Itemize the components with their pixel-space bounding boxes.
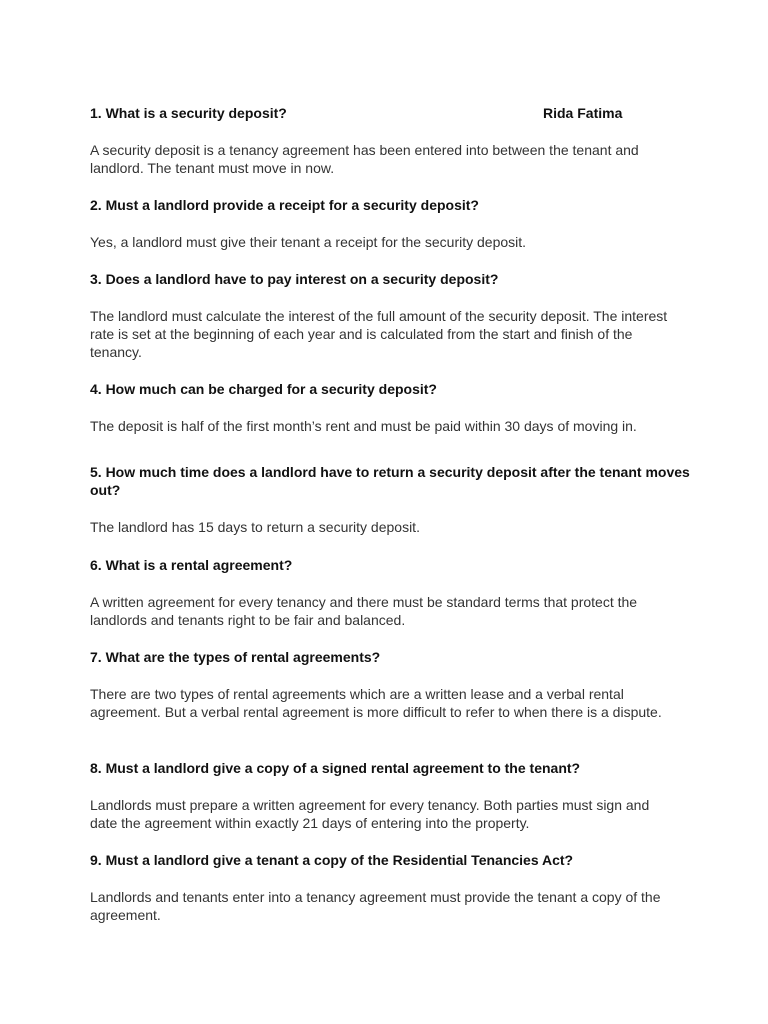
answer-8: Landlords must prepare a written agreement for every tenancy. Both parties must sign and date the agreement within exactly 21 days of entering into the property. [90,797,650,831]
question-8: 8. Must a landlord give a copy of a signed rental agreement to the tenant? [90,760,581,776]
question-6: 6. What is a rental agreement? [90,557,293,573]
question-4: 4. How much can be charged for a security deposit? [90,381,437,397]
answer-4: The deposit is half of the first month’s rent and must be paid within 30 days of moving in. [90,418,637,434]
question-3: 3. Does a landlord have to pay interest on a security deposit? [90,271,499,287]
answer-9: Landlords and tenants enter into a tenancy agreement must provide the tenant a copy of the agreement. [90,889,661,923]
answer-3: The landlord must calculate the interest of the full amount of the security deposit. The interest rate is set at the beginning of each year and is calculated from the start and finish of the tenancy. [90,308,668,360]
answer-1: A security deposit is a tenancy agreement has been entered into between the tenant and landlord. The tenant must move in now. [90,142,639,176]
answer-6: A written agreement for every tenancy and there must be standard terms that protect the landlords and tenants right to be fair and balanced. [90,594,638,628]
answer-5: The landlord has 15 days to return a security deposit. [90,519,420,535]
question-1: 1. What is a security deposit? [90,105,287,121]
question-2: 2. Must a landlord provide a receipt for a security deposit? [90,197,479,213]
question-5: 5. How much time does a landlord have to return a security deposit after the tenant moves out? [90,464,690,498]
question-9: 9. Must a landlord give a tenant a copy of the Residential Tenancies Act? [90,852,574,868]
author-name: Rida Fatima [543,105,623,121]
question-7: 7. What are the types of rental agreements? [90,649,381,665]
answer-2: Yes, a landlord must give their tenant a receipt for the security deposit. [90,234,527,250]
answer-7: There are two types of rental agreements which are a written lease and a verbal rental agreement. But a verbal rental agreement is more difficult to refer to when there is a dispute. [90,686,662,720]
